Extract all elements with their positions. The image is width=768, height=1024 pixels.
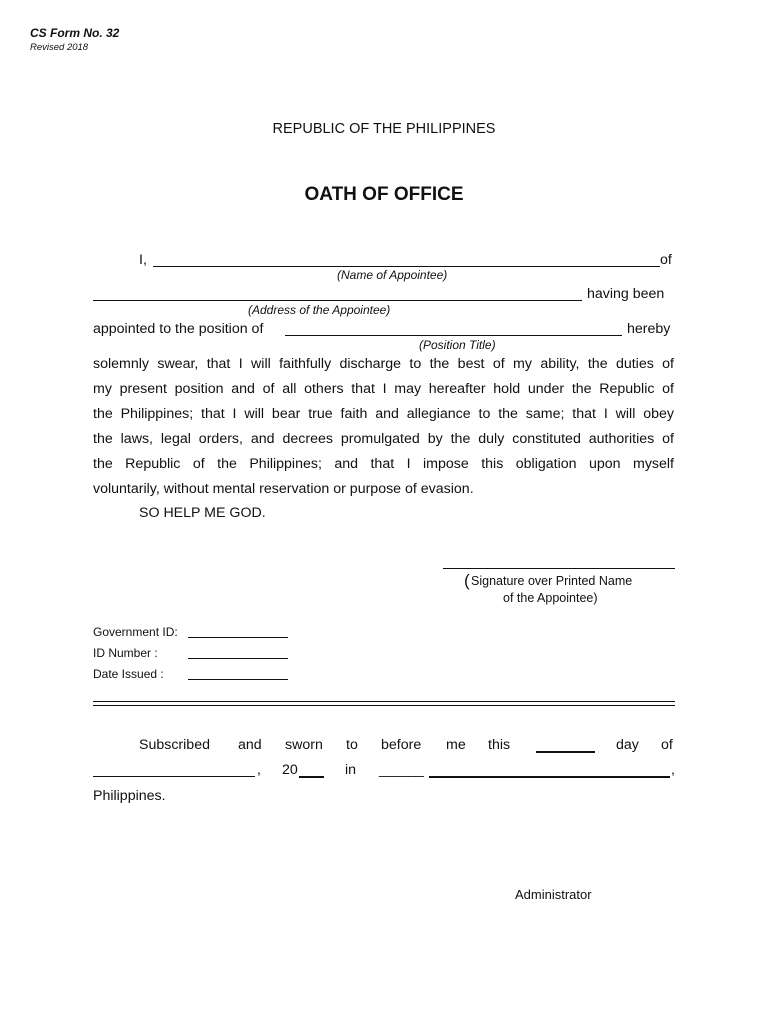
government-id-label: Government ID: bbox=[93, 625, 178, 639]
section-divider bbox=[93, 701, 675, 706]
of-label: of bbox=[660, 252, 672, 268]
in-label: in bbox=[345, 762, 357, 778]
hereby-label: hereby bbox=[627, 321, 671, 337]
so-help-me-god: SO HELP ME GOD. bbox=[139, 505, 266, 521]
oath-line: my present position and of all others that I may hereafter hold under the Republic of bbox=[93, 381, 674, 397]
republic-heading: REPUBLIC OF THE PHILIPPINES bbox=[272, 121, 496, 137]
signature-line[interactable] bbox=[443, 568, 675, 569]
day-field[interactable] bbox=[536, 751, 595, 753]
trailing-comma: , bbox=[671, 762, 675, 778]
comma: , bbox=[257, 762, 261, 778]
name-field[interactable] bbox=[153, 266, 660, 267]
administrator-label: Administrator bbox=[515, 887, 592, 902]
page-title: OATH OF OFFICE bbox=[304, 184, 464, 205]
place-underscores: ______ bbox=[379, 762, 424, 778]
name-caption: (Name of Appointee) bbox=[337, 268, 448, 282]
oath-line: the Philippines; that I will bear true faith and allegiance to the same; that I will obey bbox=[93, 406, 674, 422]
of-label: of bbox=[661, 737, 673, 753]
jurat-word: Subscribed bbox=[139, 737, 210, 753]
address-field[interactable] bbox=[93, 300, 582, 301]
signature-caption-line1: Signature over Printed Name bbox=[471, 574, 633, 588]
year-field[interactable] bbox=[299, 776, 324, 778]
jurat-word: before bbox=[381, 737, 422, 753]
id-number-label: ID Number : bbox=[93, 646, 158, 660]
signature-caption-line2: of the Appointee) bbox=[503, 591, 598, 605]
position-caption: (Position Title) bbox=[419, 338, 496, 352]
oath-line: the laws, legal orders, and decrees promulgated by the duly constituted authorities of bbox=[93, 431, 674, 447]
address-caption: (Address of the Appointee) bbox=[248, 303, 391, 317]
date-issued-label: Date Issued : bbox=[93, 667, 164, 681]
year-prefix: 20 bbox=[282, 762, 298, 778]
day-label: day bbox=[616, 737, 639, 753]
form-number: CS Form No. 32 bbox=[30, 26, 120, 40]
place-field[interactable] bbox=[429, 776, 670, 778]
month-field[interactable] bbox=[93, 776, 255, 777]
date-issued-field[interactable] bbox=[188, 679, 288, 680]
philippines-label: Philippines. bbox=[93, 788, 166, 804]
jurat-word: sworn bbox=[285, 737, 323, 753]
oath-line: solemnly swear, that I will faithfully discharge to the best of my ability, the duties of bbox=[93, 356, 674, 372]
government-id-field[interactable] bbox=[188, 637, 288, 638]
oath-line: the Republic of the Philippines; and that I impose this obligation upon myself bbox=[93, 456, 674, 472]
jurat-word: and bbox=[238, 737, 262, 753]
signature-paren: ( bbox=[464, 571, 470, 590]
id-number-field[interactable] bbox=[188, 658, 288, 659]
having-been-label: having been bbox=[587, 286, 665, 302]
appointed-label: appointed to the position of bbox=[93, 321, 264, 337]
position-field[interactable] bbox=[285, 335, 622, 336]
jurat-word: to bbox=[346, 737, 358, 753]
jurat-word: me bbox=[446, 737, 466, 753]
oath-line: voluntarily, without mental reservation or purpose of evasion. bbox=[93, 481, 474, 497]
jurat-word: this bbox=[488, 737, 511, 753]
i-label: I, bbox=[139, 252, 147, 268]
revision-date: Revised 2018 bbox=[30, 42, 89, 53]
